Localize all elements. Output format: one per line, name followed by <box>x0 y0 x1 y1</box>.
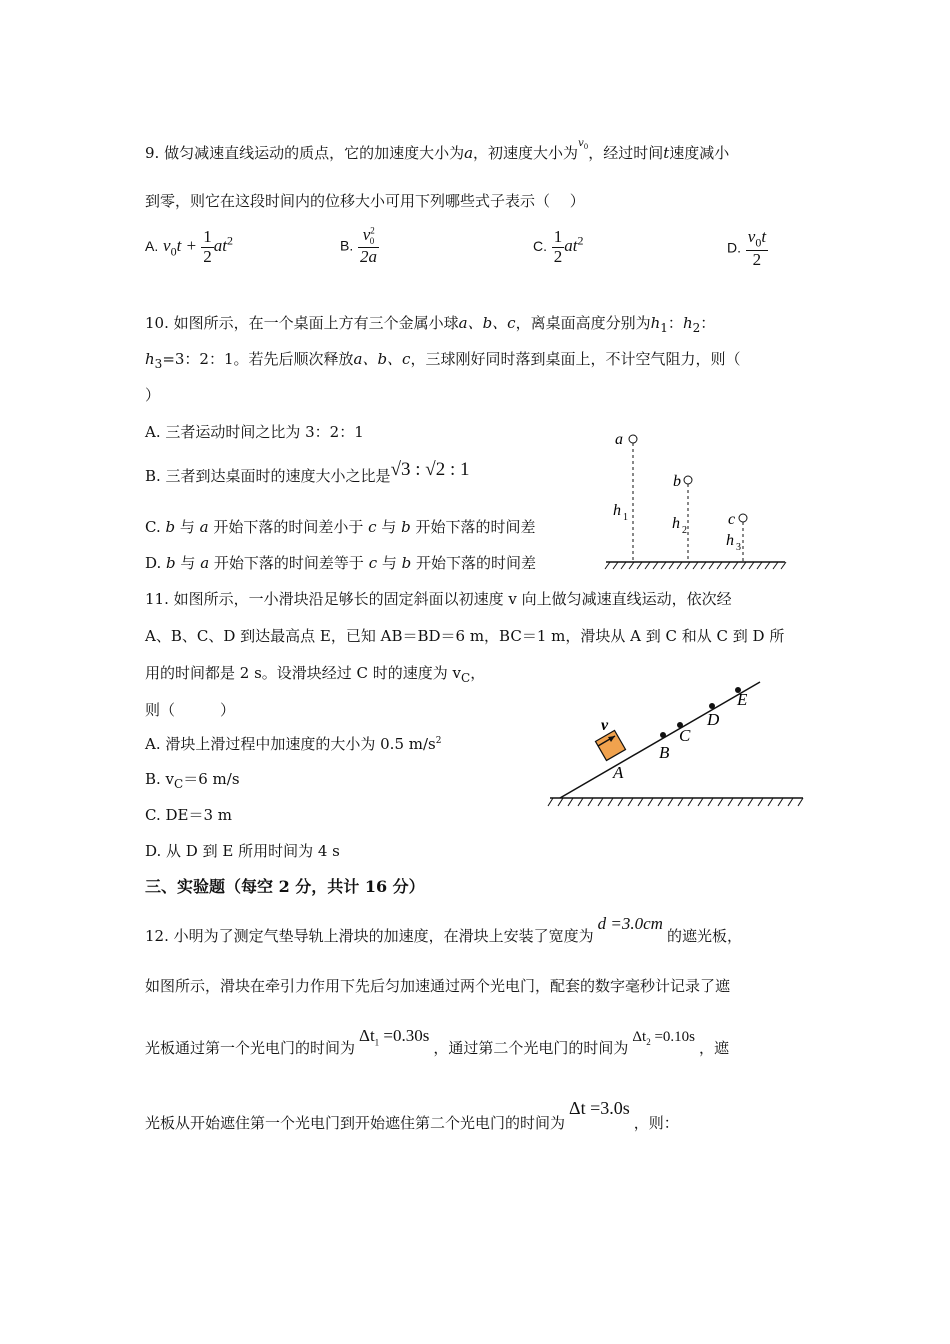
t: =3：2：1。若先后顺次释放 <box>162 350 354 368</box>
q9-line2: 到零，则它在这段时间内的位移大小可用下列哪些式子表示（ ） <box>145 192 585 210</box>
q9-option-c-formula <box>552 227 584 266</box>
q9-v0 <box>578 138 588 149</box>
t: 10. 如图所示，在一个桌面上方有三个金属小球 <box>145 314 459 332</box>
q10-ratio-formula <box>391 459 470 480</box>
t: 2 <box>435 736 442 746</box>
q9-var-a: a <box>464 144 474 162</box>
t: C. <box>145 518 166 536</box>
f: 2 <box>646 1037 651 1047</box>
t: ， <box>470 664 486 682</box>
f: 2 <box>752 249 762 269</box>
label-h3-sub: 3 <box>736 542 741 553</box>
t: ： <box>667 314 683 332</box>
f: 2 <box>227 233 233 248</box>
t: 与 <box>377 554 402 572</box>
f: 1 <box>203 227 212 246</box>
t: B. 三者到达桌面时的速度大小之比是 <box>145 467 391 485</box>
frac <box>552 228 565 266</box>
t: 开始下落的时间差等于 <box>209 554 369 572</box>
f: at <box>213 236 227 256</box>
f: =3.0s <box>585 1098 630 1118</box>
ground-hatching <box>548 798 803 806</box>
q11-line2: A、B、C、D 到达最高点 E，已知 AB＝BD＝6 m，BC＝1 m，滑块从 A 到 C 和从 C 到 D 所 <box>145 627 785 645</box>
ball-a <box>629 435 637 443</box>
f: =0.10s <box>650 1029 696 1045</box>
q9-text: 9. 做匀减速直线运动的质点，它的加速度大小为 <box>145 144 465 162</box>
q10-option-d[interactable] <box>145 552 536 573</box>
q11-incline-figure <box>545 680 810 815</box>
f: v <box>362 225 371 244</box>
t: c <box>368 554 378 572</box>
f: 2 <box>203 246 212 266</box>
label-b: b <box>673 473 681 490</box>
t: h <box>145 350 155 368</box>
f: : √2 : 1 <box>410 459 470 480</box>
q12-line4 <box>145 1098 679 1133</box>
t: 的遮光板， <box>666 927 742 945</box>
f: 0 <box>369 236 375 247</box>
q12-line1 <box>145 914 742 946</box>
f <box>746 228 768 251</box>
t: 12. 小明为了测定气垫导轨上滑块的加速度，在滑块上安装了宽度为 <box>145 927 594 945</box>
q10-line1 <box>145 312 715 335</box>
t: 开始下落的时间差小于 <box>208 518 369 536</box>
q9-var-t: t <box>663 144 670 162</box>
t: 开始下落的时间差 <box>410 518 536 536</box>
f: =0.30s <box>379 1026 430 1045</box>
q10-option-a[interactable]: A. 三者运动时间之比为 3：2：1 <box>145 423 364 441</box>
q9-option-a[interactable] <box>145 228 233 266</box>
f: Δt <box>359 1026 375 1045</box>
frac <box>358 226 379 267</box>
label-c: c <box>728 511 736 528</box>
f: 1 <box>374 1037 380 1048</box>
t: b <box>401 554 412 572</box>
f: Δt <box>632 1029 647 1045</box>
table-hatching <box>605 562 786 569</box>
point-b <box>660 732 666 738</box>
label-h2-sub: 2 <box>682 525 687 536</box>
t: C <box>461 671 471 685</box>
t: ，则： <box>633 1114 679 1132</box>
q9-option-d[interactable] <box>727 228 768 269</box>
t: h <box>650 314 661 332</box>
t: b <box>401 518 411 536</box>
frac <box>746 228 768 269</box>
section-title: 三、实验题（每空 2 分，共计 16 分） <box>145 877 425 896</box>
option-label: D. <box>727 239 741 256</box>
t: 用的时间都是 2 s。设滑块经过 C 时的速度为 v <box>145 664 462 682</box>
t: ，遮 <box>699 1039 730 1057</box>
q9-text: ，经过时间 <box>588 144 664 162</box>
label-B: B <box>659 743 670 762</box>
q10-option-b[interactable] <box>145 459 470 487</box>
q9-option-c[interactable] <box>533 228 584 266</box>
q11-option-d[interactable]: D. 从 D 到 E 所用时间为 4 s <box>145 842 340 860</box>
t: 与 <box>376 518 402 536</box>
q10-option-c[interactable] <box>145 516 535 537</box>
f: at <box>564 236 578 256</box>
f: 0 <box>755 235 762 250</box>
q9-text: 速度减小 <box>669 144 730 162</box>
f: 2 <box>370 225 375 236</box>
q9-line1 <box>145 138 730 163</box>
label-v: v <box>601 717 609 734</box>
t: a、b、c <box>353 350 411 368</box>
f: 2 <box>577 233 584 248</box>
t: 3 <box>154 357 163 371</box>
t: D. <box>145 554 167 572</box>
q9-v0-sub: 0 <box>583 143 589 151</box>
f: t <box>761 227 767 246</box>
label-h3: h <box>726 532 734 549</box>
f: 2a <box>360 247 378 267</box>
t: b <box>165 518 176 536</box>
f: t + <box>176 236 198 256</box>
t: ＝6 m/s <box>183 770 240 788</box>
t: a <box>199 518 209 536</box>
t: c <box>368 518 377 536</box>
t: 2 <box>692 321 701 335</box>
t: h <box>682 314 693 332</box>
label-A: A <box>613 763 624 782</box>
q11-option-a[interactable] <box>145 733 441 754</box>
t: ，离桌面高度分别为 <box>515 314 651 332</box>
t: C <box>174 777 184 791</box>
t: 与 <box>175 554 201 572</box>
t: B. v <box>145 770 175 788</box>
f: v <box>747 227 756 246</box>
ball-c <box>739 514 747 522</box>
q11-line4: 则（ ） <box>145 701 236 719</box>
q12-t1-formula <box>359 1026 430 1048</box>
q11-line1: 11. 如图所示，一小滑块沿足够长的固定斜面以初速度 v 向上做匀减速直线运动，依次经 <box>145 590 732 608</box>
label-h1: h <box>613 502 621 519</box>
label-h1-sub: 1 <box>623 512 628 523</box>
q12-d-formula: d =3.0cm <box>597 914 663 933</box>
q10-line3: ） <box>145 386 161 404</box>
label-E: E <box>737 690 748 709</box>
q9-option-b[interactable] <box>340 226 379 267</box>
label-C: C <box>679 726 691 745</box>
q12-t-formula <box>569 1098 630 1118</box>
ball-b <box>684 476 692 484</box>
t: 光板通过第一个光电门的时间为 <box>145 1039 356 1057</box>
f: √3 <box>390 459 411 480</box>
label-h2: h <box>672 515 680 532</box>
f: v <box>163 236 171 256</box>
q11-option-c[interactable]: C. DE＝3 m <box>145 806 232 824</box>
t: ，通过第二个光电门的时间为 <box>433 1039 629 1057</box>
t: b <box>166 554 176 572</box>
f: 1 <box>553 227 563 246</box>
t: 光板从开始遮住第一个光电门到开始遮住第二个光电门的时间为 <box>145 1114 566 1132</box>
q12-line2: 如图所示，滑块在牵引力作用下先后匀加速通过两个光电门，配套的数字毫秒计记录了遮 <box>145 977 731 995</box>
label-a: a <box>615 431 623 448</box>
option-label: B. <box>340 237 354 254</box>
f: Δt <box>569 1098 586 1118</box>
t: 开始下落的时间差 <box>411 554 537 572</box>
q12-t2-formula <box>632 1029 695 1045</box>
t: ： <box>700 314 716 332</box>
frac <box>201 228 214 266</box>
t: 1 <box>660 321 668 335</box>
q9-text: ，初速度大小为 <box>473 144 579 162</box>
f <box>358 226 379 248</box>
q9-v0-v: v <box>578 138 584 149</box>
t: A. 滑块上滑过程中加速度的大小为 0.5 m/s <box>145 735 436 753</box>
incline <box>560 682 760 798</box>
t: ，三球刚好同时落到桌面上，不计空气阻力，则（ <box>410 350 741 368</box>
option-label: A. <box>145 238 159 255</box>
f: 2 <box>553 246 563 266</box>
option-label: C. <box>533 238 547 255</box>
t: a、b、c <box>458 314 516 332</box>
f: 0 <box>170 244 177 259</box>
q11-line3 <box>145 662 485 685</box>
label-D: D <box>707 710 720 729</box>
t: 与 <box>175 518 200 536</box>
q9-option-a-formula <box>163 227 233 266</box>
t: a <box>200 554 210 572</box>
q10-falling-balls-figure <box>600 425 790 575</box>
q11-option-b[interactable] <box>145 768 240 791</box>
q10-line2 <box>145 348 740 371</box>
point-d <box>709 703 715 709</box>
